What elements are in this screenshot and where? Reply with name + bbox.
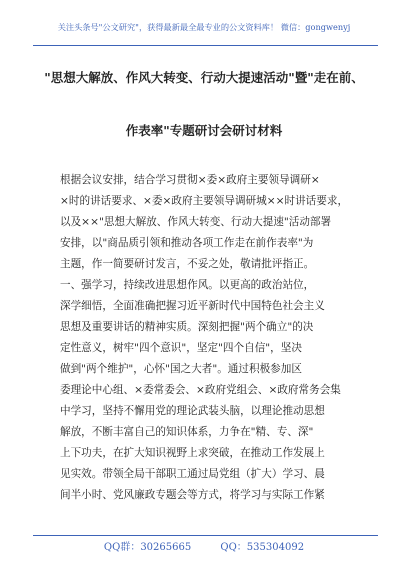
body-line: 委理论中心组、×委常委会、×政府党组会、×政府常务会集 <box>60 384 341 396</box>
body-line: ×时的讲话要求、×委×政府主要领导调研城××时讲话要求， <box>60 195 349 207</box>
body-line: 思想及重要讲话的精神实质。深刻把握"两个确立"的决 <box>60 321 314 333</box>
footer-divider <box>33 535 378 536</box>
body-line: 一、强学习，持续改进思想作风。以更高的政治站位， <box>60 279 315 291</box>
body-line: 解放，不断丰富自己的知识体系，力争在"精、专、深" <box>60 426 314 438</box>
header-divider <box>33 45 378 46</box>
document-body <box>60 170 356 506</box>
body-line: 定性意义，树牢"四个意识"，坚定"四个自信"，坚决 <box>60 342 302 354</box>
document-title-line-2: 作表率"专题研讨会研讨材料 <box>125 123 283 138</box>
header-banner: 关注头条号"公文研究"，获得最新最全最专业的公文资料库！ 微信：gongwenyj <box>57 22 351 32</box>
body-line: 间半小时、党风廉政专题会等方式，将学习与实际工作紧 <box>60 489 325 501</box>
footer-qq-contact: QQ：535304092 <box>220 542 305 553</box>
body-line: 见实效。带领全局干部职工通过局党组（扩大）学习、晨 <box>60 468 325 480</box>
body-line: 上下功夫，在扩大知识视野上求突破，在推动工作发展上 <box>60 447 325 459</box>
body-line: 深学细悟，全面准确把握习近平新时代中国特色社会主义 <box>60 300 325 312</box>
document-title-line-1: "思想大解放、作风大转变、行动大提速活动"暨"走在前、 <box>44 70 364 85</box>
body-line: 以及××"思想大解放、作风大转变、行动大提速"活动部署 <box>60 216 332 228</box>
body-line: 安排，以"商品质引领和推动各项工作走在前作表率"为 <box>60 237 314 249</box>
body-line: 中学习，坚持不懈用党的理论武装头脑，以理论推动思想 <box>60 405 325 417</box>
footer <box>0 538 408 553</box>
body-line: 主题，作一简要研讨发言，不妥之处，敬请批评指正。 <box>60 258 315 270</box>
body-line: 做到"两个维护"，心怀"国之大者"。通过积极参加区 <box>60 363 302 375</box>
body-line: 根据会议安排，结合学习贯彻×委×政府主要领导调研× <box>60 174 320 186</box>
footer-qq-group: QQ群：30265665 <box>103 542 192 553</box>
